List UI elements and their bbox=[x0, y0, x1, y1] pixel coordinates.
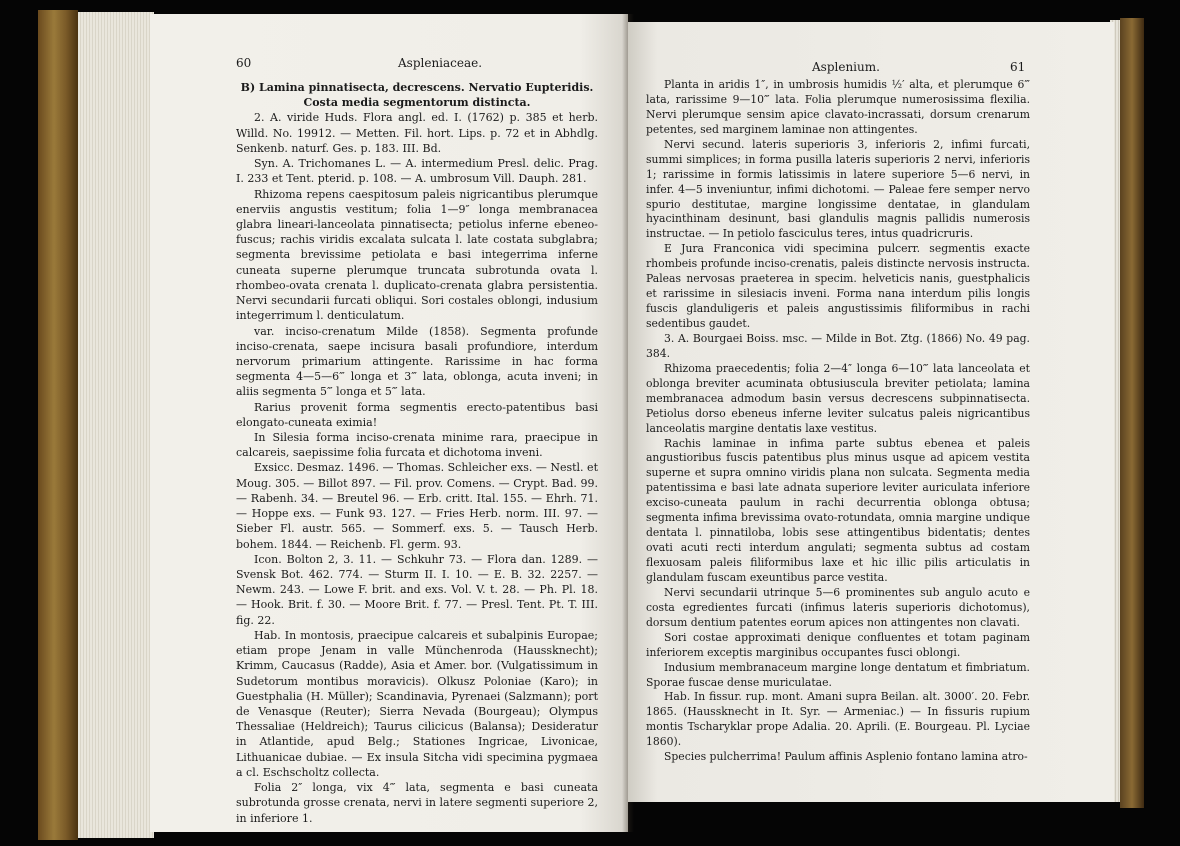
running-head-right: Asplenium. bbox=[812, 60, 880, 74]
page-stack-left bbox=[78, 12, 154, 838]
paragraph: Nervi secund. lateris superioris 3, inferioris 2, infimi furcati, summi simplices; in forma pusilla lateris superioris 2 nervi, inferioris 1; rarissime in formis latissimis in latere superiore 5—6 nervi, in infer. 4—5 inveniuntur, infimi dichotomi. — Paleae fere semper nervo spurio destitutae, margine longissime dentatae, in glandulam hyacinthinam desinunt, basi glandulis magnis pallidis numerosis instructae. — In petiolo fasciculus teres, intus quadricruris. bbox=[646, 137, 1030, 241]
species-entry: 2. A. viride Huds. Flora angl. ed. I. (1762) p. 385 et herb. Willd. No. 19912. — Metten. Fil. hort. Lips. p. 72 et in Abhdlg. Senkenb. naturf. Ges. p. 183. III. Bd. bbox=[236, 111, 598, 155]
right-page-body bbox=[646, 78, 1030, 765]
book-cover-right bbox=[1120, 18, 1144, 808]
paragraph: Rarius provenit forma segmentis erecto-patentibus basi elongato-cuneata eximia! bbox=[236, 400, 598, 429]
paragraph: Sori costae approximati denique confluentes et totam paginam inferiorem exceptis marginibus occupantes fusci oblongi. bbox=[646, 630, 1030, 659]
paragraph: E Jura Franconica vidi specimina pulcerr. segmentis exacte rhombeis profunde inciso-crenatis, paleis distincte nervosis instructa. Paleas nervosas praeterea in specim. helveticis nanis, guestphalicis et rarissime in silesiacis inveni. Forma nana interdum pilis longis fuscis glanduligeris et paleis angustissimis filiformibus in rachi sedentibus gaudet. bbox=[646, 242, 1030, 330]
description: Rhizoma repens caespitosum paleis nigricantibus plerumque enerviis angustis vestitum; folia 1—9″ longa membranacea glabra lineari-lanceolata pinnatisecta; petiolus inferne ebeneo-fuscus; rachis viridis excalata sulcata l. late costata subglabra; segmenta brevissime petiolata e basi integerrima inferne cuneata superne plerumque truncata subrotunda ovata l. rhombeo-ovata crenata l. duplicato-crenata glabra persistentia. Nervi secundarii furcati obliqui. Sori costales oblongi, indusium integerrimum l. denticulatum. bbox=[236, 187, 598, 323]
paragraph: Species pulcherrima! Paulum affinis Asplenio fontano lamina atro- bbox=[664, 750, 1028, 764]
paragraph: In Silesia forma inciso-crenata minime rara, praecipue in calcareis, saepissime folia furcata et dichotoma inveni. bbox=[236, 431, 598, 460]
description: Rachis laminae in infima parte subtus ebenea et paleis angustioribus fuscis patentibus plus minus usque ad apicem vestita superne et supra omnino viridis plana non sulcata. Segmenta media patentissima e basi late adnata superiore leviter auriculata inferiore exciso-cuneata paulum in rachi decurrentia oblonga obtusa; segmenta infima brevissima ovato-rotundata, omnia margine undique dentata l. pinnatiloba, lobis sese attingentibus bidentatis; dentes ovati acuti recti interdum angulati; segmenta subtus ad costam flexuosam paleis filiformibus laxe et hic illic pilis articulatis in glandulam fuscam exeuntibus parce vestita. bbox=[646, 436, 1030, 584]
habitat: Hab. In montosis, praecipue calcareis et subalpinis Europae; etiam prope Jenam in valle Münchenroda (Haussknecht); Krimm, Caucasus (Radde), Asia et Amer. bor. (Vulgatissimum in Sudetorum montibus moravicis). Olkusz Poloniae (Karo); in Guestphalia (H. Müller); Scandinavia, Pyrenaei (Salzmann); port de Venasque (Reuter); Sierra Nevada (Bourgeau); Olympus Thessaliae (Heldreich); Taurus cilicicus (Balansa); Desideratur in Atlantide, apud Belg.; Stationes Ingricae, Livonicae, Lithuanicae dubiae. — Ex insula Sitcha vidi specimina pygmaea a cl. Eschscholtz collecta. bbox=[236, 628, 598, 779]
exsiccatae: Exsicc. Desmaz. 1496. — Thomas. Schleicher exs. — Nestl. et Moug. 305. — Billot 897. — Fil. prov. Comens. — Crypt. Bad. 99. — Rabenh. 34. — Breutel 96. — Erb. critt. Ital. 155. — Ehrh. 71. — Hoppe exs. — Funk 93. 127. — Fries Herb. norm. III. 97. — Sieber Fl. austr. 565. — Sommerf. exs. 5. — Tausch Herb. bohem. 1844. — Reichenb. Fl. germ. 93. bbox=[236, 461, 598, 551]
description: Rhizoma praecedentis; folia 2—4″ longa 6—10‴ lata lanceolata et oblonga breviter acuminata obtusiuscula breviter petiolata; lamina membranacea admodum basin versus decrescens subpinnatisecta. Petiolus dorso ebeneus inferne leviter sulcatus paleis nigricantibus lanceolatis margine dentatis laxe vestitus. bbox=[646, 361, 1030, 435]
icones: Icon. Bolton 2, 3. 11. — Schkuhr 73. — Flora dan. 1289. — Svensk Bot. 462. 774. — Sturm II. I. 10. — E. B. 32. 2257. — Newm. 243. — Lowe F. brit. and exs. Vol. V. t. 28. — Ph. Pl. 18. — Hook. Brit. f. 30. — Moore Brit. f. 77. — Presl. Tent. Pt. T. III. fig. 22. bbox=[236, 552, 598, 627]
page-number-left: 60 bbox=[236, 56, 252, 70]
synonyms: Syn. A. Trichomanes L. — A. intermedium Presl. delic. Prag. I. 233 et Tent. pterid. p. 108. — A. umbrosum Vill. Dauph. 281. bbox=[236, 157, 598, 186]
paragraph: Planta in aridis 1″, in umbrosis humidis ½′ alta, et plerumque 6‴ lata, rarissime 9—10‴ lata. Folia plerumque numerosissima flexilia. Nervi plerumque sensim apice clavato-incrassati, dorsum crenarum petentes, sed marginem laminae non attingentes. bbox=[646, 78, 1030, 136]
left-page bbox=[150, 14, 628, 832]
paragraph: Indusium membranaceum margine longe dentatum et fimbriatum. Sporae fuscae dense muriculatae. bbox=[646, 660, 1030, 689]
section-title: B) Lamina pinnatisecta, decrescens. Nervatio Eupteridis. Costa media segmentorum distincta. bbox=[240, 81, 594, 110]
book-cover-left bbox=[38, 10, 78, 840]
habitat: Hab. In fissur. rup. mont. Amani supra Beilan. alt. 3000′. 20. Febr. 1865. (Haussknecht in It. Syr. — Armeniac.) — In fissuris rupium montis Tscharyklar prope Adalia. 20. Aprili. (E. Bourgeau. Pl. Lyciae 1860). bbox=[646, 690, 1030, 749]
species-entry: 3. A. Bourgaei Boiss. msc. — Milde in Bot. Ztg. (1866) No. 49 pag. 384. bbox=[646, 331, 1030, 360]
right-page bbox=[628, 22, 1114, 802]
paragraph: Folia 2″ longa, vix 4‴ lata, segmenta e basi cuneata subrotunda grosse crenata, nervi in latere segmenti superiore 2, in inferiore 1. bbox=[236, 781, 598, 825]
paragraph: Nervi secundarii utrinque 5—6 prominentes sub angulo acuto e costa egredientes furcati (infimus lateris superioris dichotomus), dorsum dentium patentes eorum apices non attingentes non clavati. bbox=[646, 585, 1030, 629]
left-page-body bbox=[236, 80, 598, 826]
running-head-left: Aspleniaceae. bbox=[398, 56, 483, 70]
page-number-right: 61 bbox=[1010, 60, 1026, 74]
variety: var. inciso-crenatum Milde (1858). Segmenta profunde inciso-crenata, saepe incisura basali profundiore, interdum nervorum primarium attingente. Rarissime in hac forma segmenta 4—5—6‴ longa et 3‴ lata, oblonga, acuta inveni; in aliis segmenta 5‴ longa et 5‴ lata. bbox=[236, 324, 598, 399]
